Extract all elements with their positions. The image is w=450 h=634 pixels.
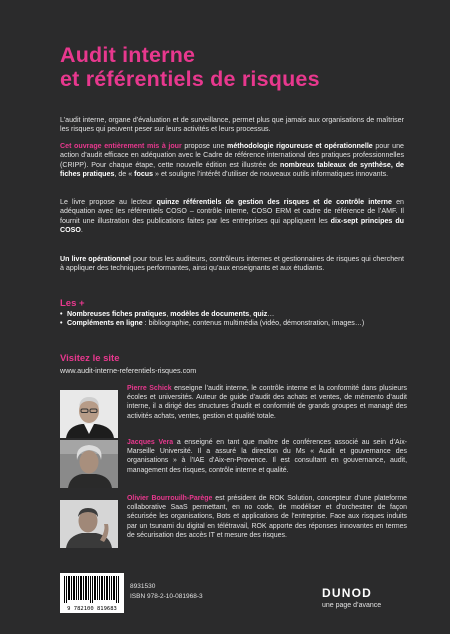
author-name: Pierre Schick bbox=[127, 385, 172, 392]
edition-text-2: pour une action d’audit efficace en adéquation avec le Cadre de référence international des pratiques professionnelles (CRIPP). Pour chaque étape, cette nouvelle édition est illustrée de bbox=[60, 142, 404, 169]
edition-text-4: » et souligne l’intérêt d’utiliser de nouveaux outils informatiques innovants. bbox=[153, 170, 389, 179]
author-photo-pierre bbox=[60, 390, 118, 438]
list-item bbox=[60, 319, 400, 328]
item1-bold-1: Nombreuses fiches pratiques bbox=[67, 310, 167, 318]
book-title bbox=[60, 43, 440, 91]
barcode-bars bbox=[60, 573, 124, 605]
item1-bold-2: modèles de documents bbox=[170, 310, 250, 318]
les-plus-heading: Les + bbox=[60, 298, 85, 309]
content-text-1: Le livre propose au lecteur bbox=[60, 198, 157, 206]
isbn: ISBN 978-2-10-081968-3 bbox=[130, 593, 203, 600]
content-bold-2: dix-sept principes du COSO bbox=[60, 216, 404, 235]
visit-heading: Visitez le site bbox=[60, 353, 120, 364]
barcode-number: 9 782100 819683 bbox=[67, 606, 117, 612]
website-link[interactable]: www.audit-interne-referentiels-risques.com bbox=[60, 366, 197, 375]
edition-text-3: , de « bbox=[114, 170, 135, 179]
edition-bold-2: nombreux tableaux de synthèse, de fiches pratiques bbox=[60, 160, 404, 179]
author-name: Jacques Vera bbox=[127, 439, 174, 446]
title-line-2: et référentiels de risques bbox=[60, 67, 320, 91]
list-item bbox=[60, 310, 400, 319]
audience-bold: Un livre opérationnel bbox=[60, 255, 131, 263]
item2-text: : bibliographie, contenus multimédia (vidéo, démonstration, images…) bbox=[142, 319, 365, 328]
edition-bold-1: méthodologie rigoureuse et opérationnelle bbox=[227, 142, 373, 150]
title-line-1: Audit interne bbox=[60, 43, 196, 67]
audience-paragraph bbox=[60, 255, 404, 274]
author-bio: est président de ROK Solution, concepteur d’une plateforme collaborative SaaS permettant, en no code, de modéliser et d’orchestrer de façon sécurisée les organisations, Bots et applications de l’entreprise. Face aux risques induits par un tsunami du digital en télétravail, ROK apporte des réponses innovantes en termes de sécurisation des accès IT et mesure des risques. bbox=[127, 495, 407, 539]
content-text-3: . bbox=[80, 226, 83, 235]
barcode bbox=[60, 573, 124, 613]
intro-paragraph: L’audit interne, organe d’évaluation et de surveillance, permet plus que jamais aux organisations de maîtriser les risques qui peuvent peser sur leurs activités et leurs processus. bbox=[60, 116, 404, 134]
bio-jacques-vera bbox=[127, 438, 407, 475]
item1-text-1: , bbox=[166, 310, 171, 318]
publisher-tagline: une page d’avance bbox=[322, 602, 382, 609]
item1-text-3: … bbox=[267, 310, 275, 318]
product-code: 8931530 bbox=[130, 583, 156, 590]
content-bold-1: quinze référentiels de gestion des risques et de contrôle interne bbox=[156, 198, 392, 206]
edition-lead: Cet ouvrage entièrement mis à jour bbox=[60, 142, 182, 150]
les-plus-list bbox=[60, 310, 400, 329]
author-photo-olivier bbox=[60, 500, 118, 548]
edition-paragraph bbox=[60, 142, 404, 180]
bio-olivier-bourrouilh bbox=[127, 494, 407, 540]
item1-text-2: , bbox=[249, 310, 254, 318]
content-text-2: en adéquation avec les référentiels COSO – contrôle interne, COSO ERM et cadre de référence de l’AMF. Il fournit une illustration des publications faites par les entreprises qui appliquent les bbox=[60, 198, 404, 225]
item2-bold: Compléments en ligne bbox=[67, 319, 143, 328]
item1-bold-3: quiz bbox=[253, 310, 268, 318]
author-name: Olivier Bourrouilh-Parège bbox=[127, 495, 213, 502]
author-bio: enseigne l’audit interne, le contrôle interne et la conformité dans plusieurs écoles et universités. Auteur de guide d’audit des achats et ventes, de mémento d’audit interne, il a dirigé des structures d’audit et conformité de grands groupes et managé des activités achats, ventes, gestion et qualité totale. bbox=[127, 385, 407, 420]
edition-text-1: propose une bbox=[181, 142, 228, 150]
author-photo-jacques bbox=[60, 440, 118, 488]
publisher-logo: DUNOD bbox=[322, 586, 372, 600]
audience-text: pour tous les auditeurs, contrôleurs internes et gestionnaires de risques qui cherchent à appliquer des techniques performantes, ainsi qu’aux enseignants et aux étudiants. bbox=[60, 255, 405, 273]
content-paragraph bbox=[60, 198, 404, 236]
author-bio: a enseigné en tant que maître de conférences associé au sein d’Aix-Marseille Université. Il a assuré la direction du Ms « Audit et gouvernance des organisations » à l’IAE d’Aix-en-Provence. Il est consultant en gouvernance, audit, management des risques, contrôle interne et qualité. bbox=[127, 439, 407, 474]
bio-pierre-schick bbox=[127, 384, 407, 421]
edition-bold-3: focus bbox=[134, 170, 154, 179]
